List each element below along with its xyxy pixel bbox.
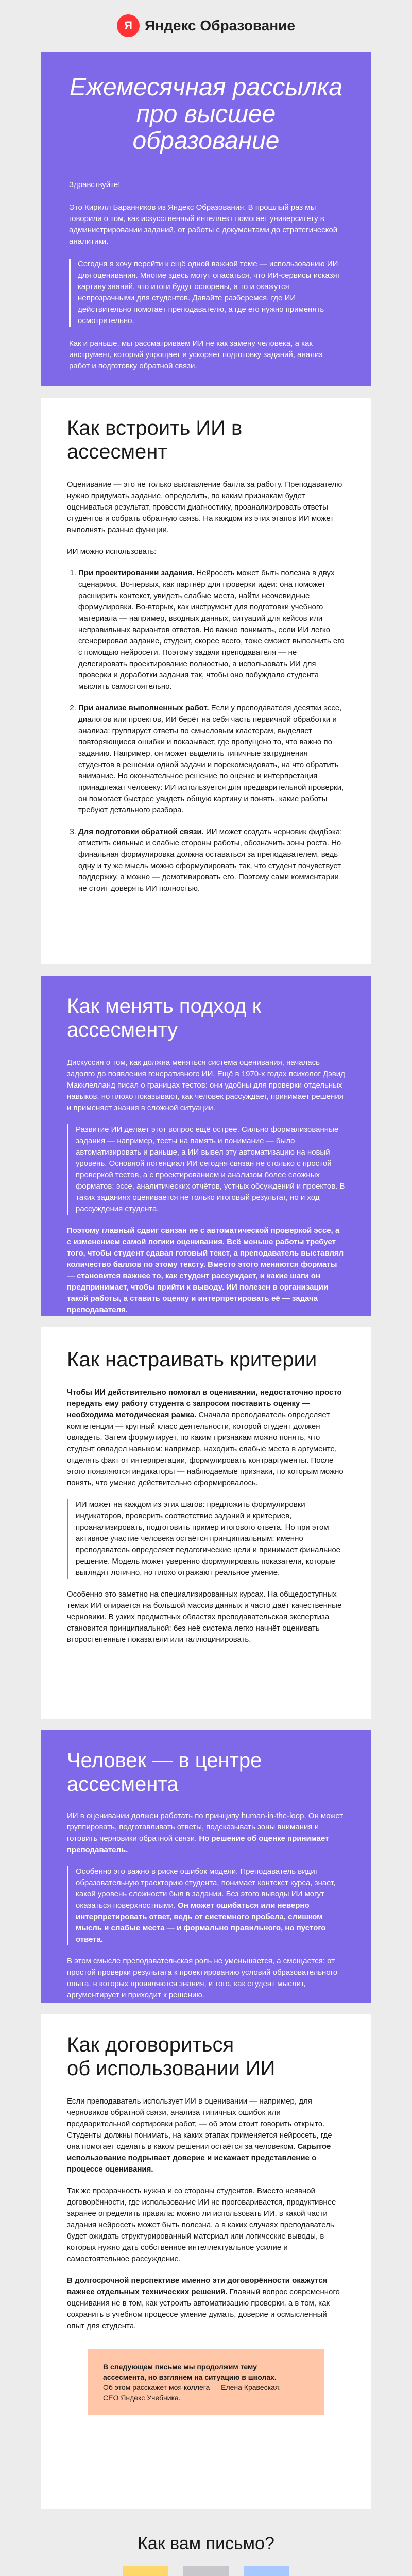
hero-greeting: Здравствуйте! [69,180,121,189]
section-human-in-center [41,1730,371,2003]
section-title: Человек — в центре ассесмента [67,1749,262,1795]
feedback-neutral-button[interactable] [183,2566,229,2576]
section-text: Особенно это важно в риске ошибок модели. Преподаватель видит образовательную траекторию студента, понимает контекст курса, знает, какой уровень сложности был в задании. Без этого выводы ИИ могут оказаться поверхностными. [76,1867,336,1910]
list-item-text: Если у преподавателя десятки эссе, диалогов или проектов, ИИ берёт на себя часть первичной обработки и анализа: группирует ответы по смысловым кластерам, выделяет повторяющиеся ошибки и показывает, где пропущено то, что важно по заданию. Например, он может выделить типичные затруднения студентов в решении одной задачи и порекомендовать, на что обратить внимание. Но окончательное решение по оценке и интерпретация принадлежат человеку: ИИ используется для предварительной проверки, он помогает быстрее увидеть общую картину и понять, какие работы требуют детального разбора. [78,704,344,815]
section-text: Главный вопрос современного оценивания не в том, как устроить автоматизацию проверки, а в том, как сохранить в учебном процессе умение думать, доверие и осмысленный опыт для студента. [67,2287,340,2330]
header [41,0,371,52]
list-item-title: Для подготовки обратной связи. [78,827,204,836]
section-title: Как менять подход к ассесменту [67,995,262,1041]
note-line: Об этом расскажет моя коллега — Елена Кравеская, [103,2383,281,2392]
section-criteria [41,1327,371,1719]
feedback-bad-button[interactable] [244,2566,289,2576]
hero-title [69,74,343,155]
section-paragraph [67,2275,345,2332]
section-paragraph [67,1810,345,1856]
section-title: Как настраивать критерии [67,1348,317,1371]
section-quote: Развитие ИИ делает этот вопрос ещё острее. Сильно формализованные задания — например, тесты на память и понимание — было автоматизировать и раньше, а ИИ вывел эту автоматизацию на новый уровень. Основной потенциал ИИ сегодня связан не столько с простой проверкой тестов, а с проектированием и анализом более сложных форматов: эссе, аналитических отчётов, устных обсуждений и проектов. В таких заданиях оценивается не только итоговый результат, но и ход рассуждения студента. [67,1124,345,1215]
section-title: Как встроить ИИ в ассесмент [67,417,243,463]
section-bold-text: Поэтому главный сдвиг связан не с автоматической проверкой эссе, а с изменением самой логики оценивания. Всё меньше работы требует того, чтобы студент сдавал готовый текст, а преподаватель выставлял количество баллов по этому тексту. Вместо этого меняются форматы — становится важнее то, как студент рассуждает, и какие шаги он предпринимает, чтобы прийти к выводу. ИИ полезен в организации такой работы, а ставить оценку и интерпретировать её — задача преподавателя. [67,1226,344,1314]
note-line: CEO Яндекс Учебника. [103,2394,181,2402]
section-bold-text: Скрытое использование подрывает доверие и искажает представление о процессе оценивания. [67,2142,331,2174]
section-text: Сначала преподаватель определяет компетенции — крупный класс деятельности, которой студент должен овладеть. Затем формулирует, по каким признакам можно понять, что студент овладел навыком: например, находить слабые места в аргументе, отделять факт от интерпретации, формулировать контраргументы. После этого появляются индикаторы — наблюдаемые признаки, по которым можно понять, что умение действительно сформировалось. [67,1411,344,1487]
section-paragraph [67,2096,345,2175]
section-quote [67,1866,345,1945]
note-bold-line: ассесмента, но взглянем на ситуацию в школах. [103,2373,277,2381]
section-paragraph: Особенно это заметно на специализированных курсах. На общедоступных темах ИИ опирается на большой массив данных и часто даёт качественные черновики. В узких предметных областях преподавательская экспертиза становится принципиальной: без неё система легко начнёт оценивать второстепенные показатели или галлюцинировать. [67,1590,342,1644]
list-item [78,703,345,816]
usage-list [67,568,345,894]
section-paragraph: В этом смысле преподавательская роль не уменьшается, а смещается: от простой проверки результата к проектированию условий образовательного опыта, в которых проявляются знания, и того, как студент мыслит, аргументирует и приходит к решению. [67,1957,338,1999]
next-letter-note [88,2349,324,2415]
hero-title-line1: Ежемесячная рассылка [70,74,342,101]
hero-lead: Сегодня я хочу перейти к ещё одной важной теме — использованию ИИ для оценивания. Многие здесь могут опасаться, что ИИ-сервисы исказят картину знаний, что итоги будут оспорены, а то и окажутся непрозрачными для студентов. Давайте разберемся, где ИИ действительно помогает преподавателю, а где его нужно применять осмотрительно. [69,259,343,327]
section-text: ИИ в оценивании должен работать по принципу human-in-the-loop. Он может группировать, подготавливать ответы, подсказывать зоны внимания и готовить черновики обратной связи. [67,1811,344,1843]
section-title-line1: Как договориться [67,2033,234,2056]
section-title-line2: об использовании ИИ [67,2057,276,2080]
section-how-to-embed [41,398,371,964]
section-bold-text: Но решение об оценке принимает преподаватель. [67,1834,329,1854]
yandex-logo-icon: Я [117,14,140,37]
list-item-text: Нейросеть может быть полезна в двух сценариях. Во-первых, как партнёр для проверки идеи: она поможет расширить контекст, увидеть слабые места, найти неочевидные формулировки. Во-вторых, как инструмент для подготовки учебного материала — например, вводных данных, ситуаций для кейсов или неправильных вариантов ответов. Но важно понимать, если ИИ легко сгенерировал задание, студент, скорее всего, тоже сможет выполнить его с помощью нейросети. Поэтому задачи преподавателя — не делегировать проектирование полностью, а использовать ИИ для проверки и доработки задания так, чтобы оно побуждало студента мыслить самостоятельно. [78,569,345,691]
feedback-title: Как вам письмо? [138,2534,274,2553]
section-quote: ИИ может на каждом из этих шагов: предложить формулировки индикаторов, проверить соответствие заданий и критериев, проанализировать, подготовить пример итогового ответа. Но при этом активное участие человека остаётся принципиальным: именно преподаватель определяет педагогические цели и принимает финальное решение. Модель может уверенно формулировать показатели, которые выглядят логично, но плохо отражают реальное умение. [67,1499,345,1579]
list-item-text: ИИ может создать черновик фидбэка: отметить сильные и слабые стороны работы, обозначить зоны роста. Но финальная формулировка должна оставаться за преподавателем, ведь одну и ту же мысль можно сформулировать так, что студент почувствует поддержку, а можно — демотивировать его. Поэтому сами комментарии не стоит доверять ИИ полностью. [78,827,342,893]
section-paragraph: ИИ можно использовать: [67,547,157,556]
brand-name: Яндекс Образование [145,18,295,33]
list-item-title: При анализе выполненных работ. [78,704,209,713]
section-changing-approach [41,976,371,1316]
list-item [78,826,345,894]
hero-title-line2: про высшее образование [132,100,280,155]
section-paragraph: Дискуссия о том, как должна меняться система оценивания, началась задолго до появления генеративного ИИ. Ещё в 1970-х годах психолог Дэвид Макклелланд писал о границах тестов: они удобны для проверки отдельных навыков, но плохо показывают, как человек рассуждает, принимает решения и применяет знания в сложной ситуации. [67,1058,345,1112]
feedback-block [41,2509,371,2576]
feedback-good-button[interactable] [123,2566,168,2576]
section-paragraph [67,1225,345,1316]
section-bold-text: Он может ошибаться или неверно интерпретировать ответ, ведь от системного пробела, слишком мысль и слабые места — и формально правильного, но пустого ответа. [76,1901,326,1944]
section-paragraph: Оценивание — это не только выставление балла за работу. Преподавателю нужно придумать задание, определить, по каким признакам будет оцениваться результат, провести диагностику, проанализировать ответы студентов и собрать обратную связь. На каждом из этих этапов ИИ может выполнять разные функции. [67,480,342,534]
section-agreement [41,2014,371,2509]
list-item-title: При проектировании задания. [78,569,195,578]
hero-intro: Это Кирилл Баранников из Яндекс Образования. В прошлый раз мы говорили о том, как искусственный интеллект помогает университету в администрировании заданий, от работы с документами до стратегической аналитики. [69,203,338,246]
hero [41,52,371,386]
section-bold-text: В долгосрочной перспективе именно эти договорённости окажутся важнее отдельных технических решений. [67,2276,328,2296]
section-bold-text: Чтобы ИИ действительно помогал в оценивании, недостаточно просто передать ему работу студента с запросом поставить оценку — необходима методическая рамка. [67,1388,342,1419]
section-text: Если преподаватель использует ИИ в оценивании — например, для черновиков обратной связи, анализа типичных ошибок или предварительной сортировки работ, — об этом стоит говорить открыто. Студенты должны понимать, на каких этапах применяется нейросеть, где она помогает сделать в каком решении остаётся за человеком. [67,2097,332,2151]
feedback-options [41,2566,371,2576]
list-item [78,568,345,692]
hero-outro: Как и раньше, мы рассматриваем ИИ не как замену человека, а как инструмент, который упрощает и ускоряет подготовку заданий, анализ работ и подготовку обратной связи. [69,339,323,370]
section-title [67,2033,345,2080]
note-bold-line: В следующем письме мы продолжим тему [103,2363,257,2371]
section-paragraph: Так же прозрачность нужна и со стороны студентов. Вместо неявной договорённости, где использование ИИ не проговаривается, продуктивнее заранее определить правила: можно ли использовать ИИ, в какой части задания нейросеть может быть полезна, а в каких случаях преподаватель будет ожидать структурированный материал или логические выводы, в которых нужно дать собственное интеллектуальное усилие и самостоятельное рассуждение. [67,2187,336,2263]
section-paragraph [67,1387,345,1489]
